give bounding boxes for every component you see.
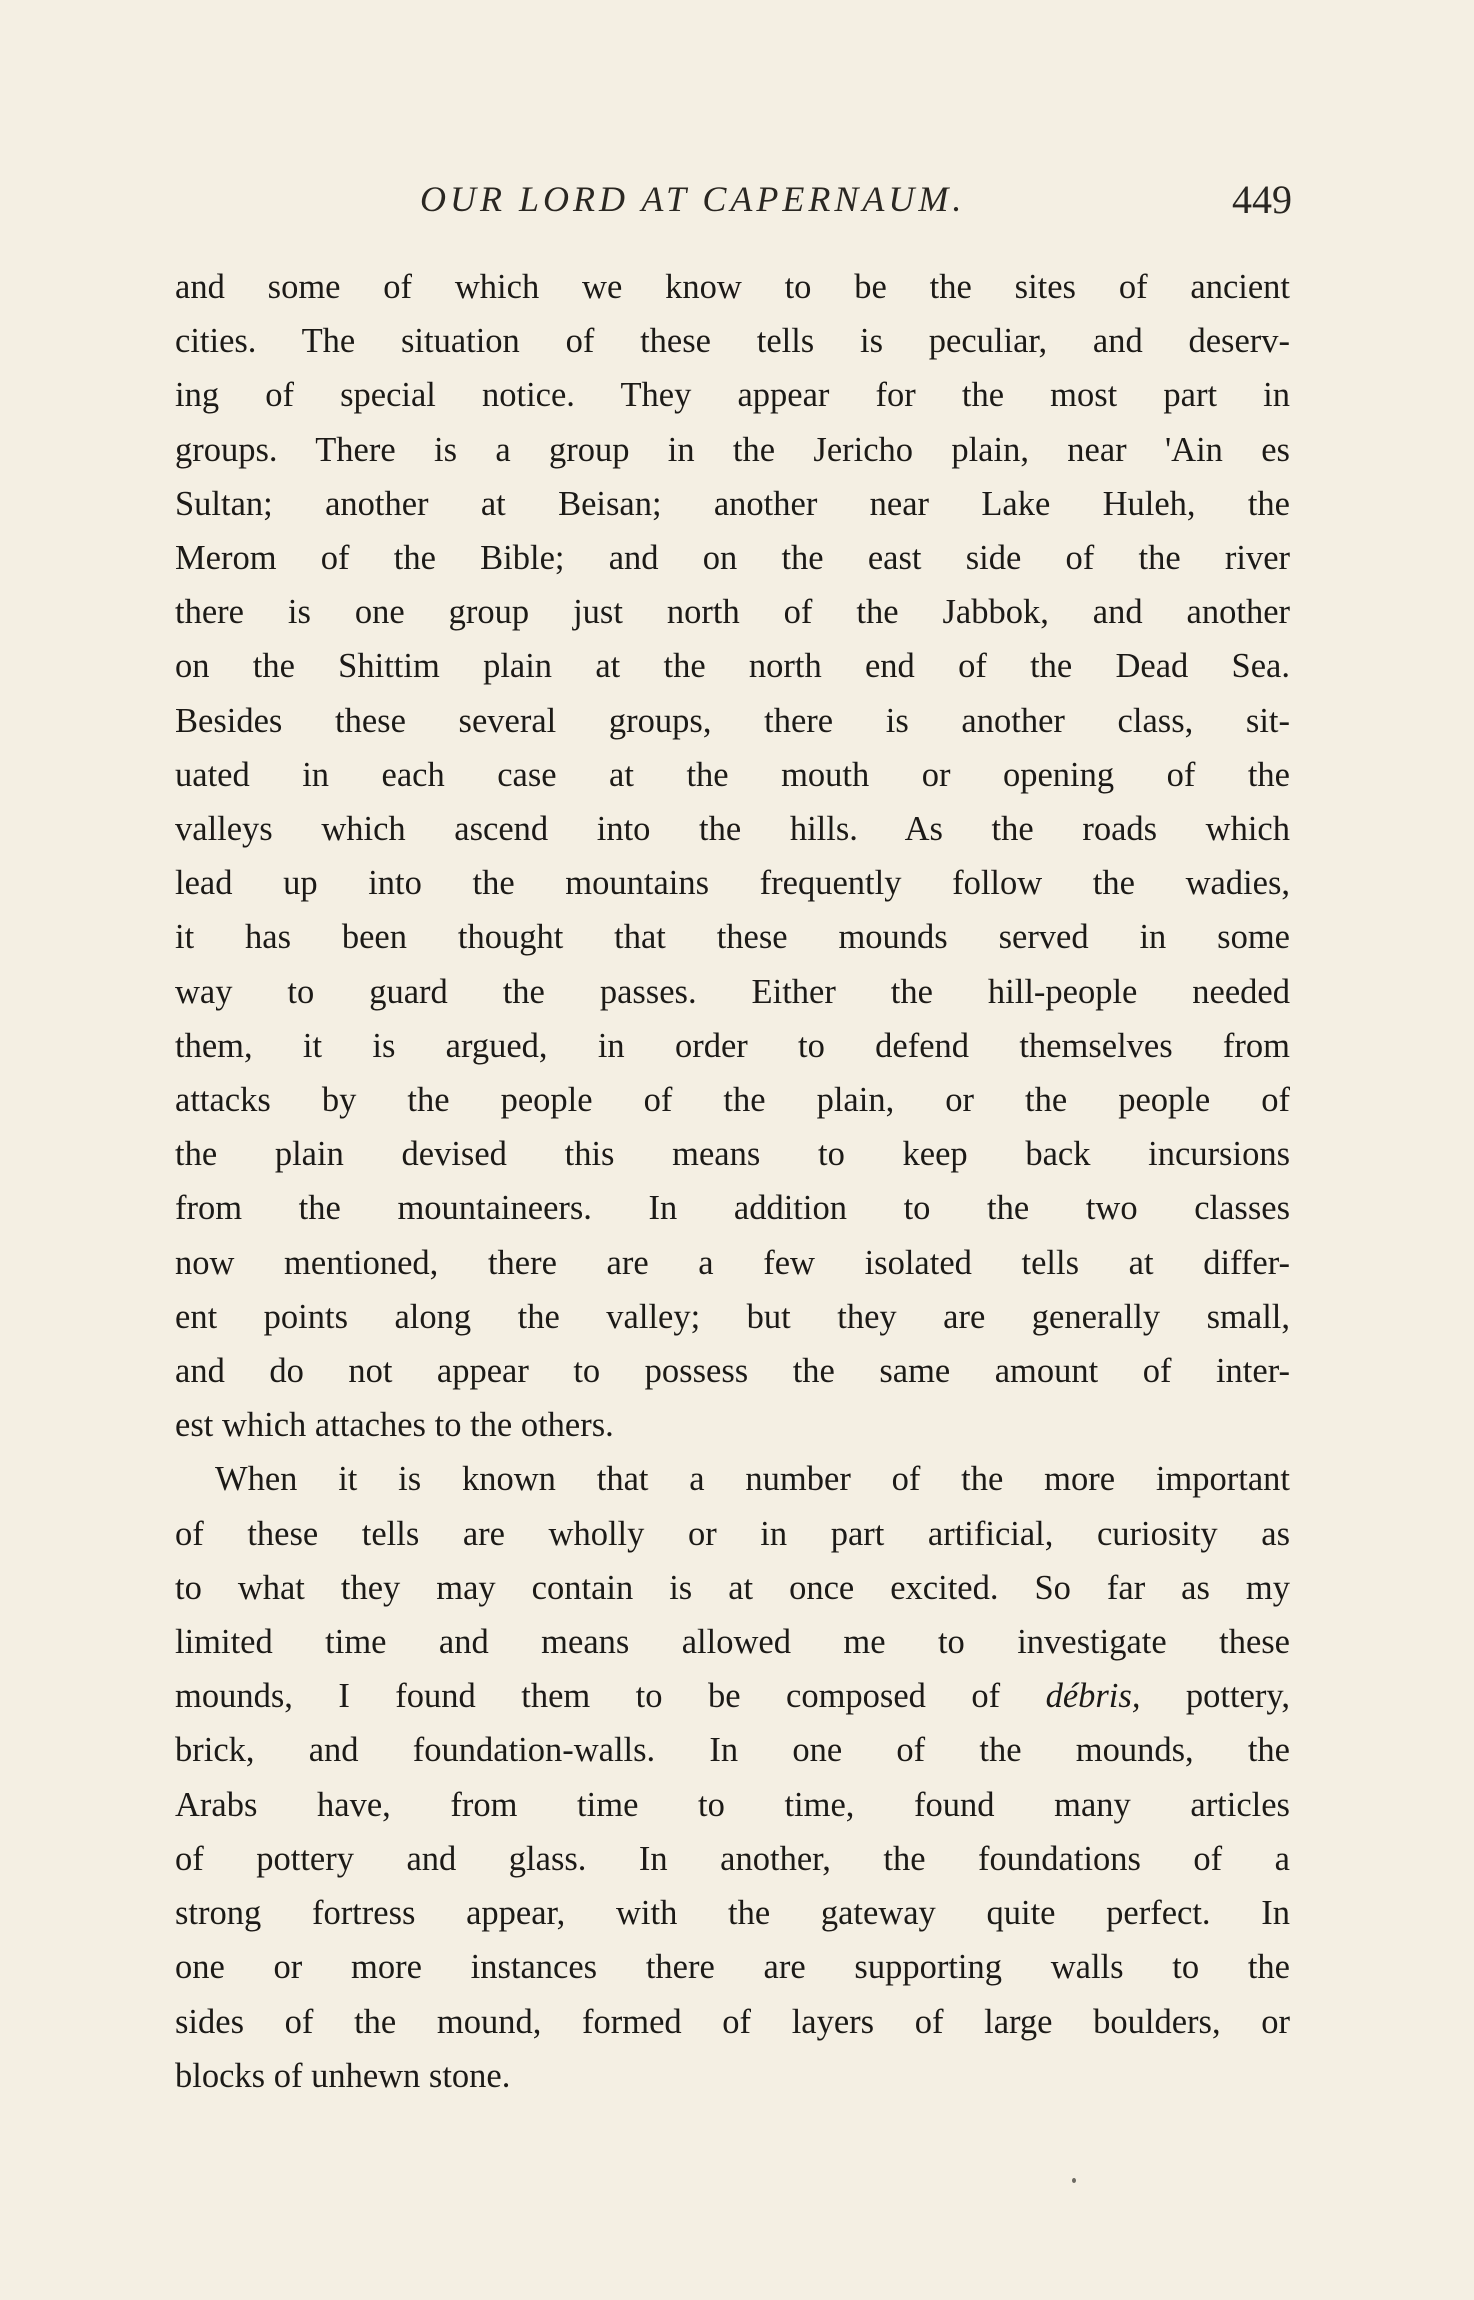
text-line: Merom of the Bible; and on the east side of the river xyxy=(175,539,1290,578)
text-line-tail: pottery, xyxy=(1140,1677,1291,1716)
text-line: limited time and means allowed me to investigate these xyxy=(175,1623,1290,1662)
text-line: and some of which we know to be the sites of ancient xyxy=(175,268,1290,306)
text-line-indented xyxy=(175,1452,1290,1506)
text-line: ing of special notice. They appear for the most part in xyxy=(175,376,1290,415)
text-line: from the mountaineers. In addition to the two classes xyxy=(175,1189,1290,1228)
text-line: of these tells are wholly or in part artificial, curiosity as xyxy=(175,1514,1290,1553)
text-line: it has been thought that these mounds served in some xyxy=(175,918,1290,957)
text-line: Arabs have, from time to time, found many articles xyxy=(175,1785,1290,1824)
text-line: one or more instances there are supporting walls to the xyxy=(175,1948,1290,1987)
text-line: now mentioned, there are a few isolated tells at differ- xyxy=(175,1243,1290,1282)
text-line: cities. The situation of these tells is peculiar, and deserv- xyxy=(175,322,1290,361)
paragraph-2 xyxy=(175,1452,1290,2102)
text-line: uated in each case at the mouth or opening of the xyxy=(175,755,1290,794)
text-line: mounds, I found them to be composed of xyxy=(175,1677,1046,1716)
italic-word: débris, xyxy=(1045,1677,1141,1716)
text-line: est which attaches to the others. xyxy=(175,1406,614,1445)
text-line: blocks of unhewn stone. xyxy=(175,2056,511,2095)
text-line: of pottery and glass. In another, the foundations of a xyxy=(175,1839,1290,1878)
paper-speck xyxy=(1072,2178,1076,2183)
text-line: on the Shittim plain at the north end of the Dead Sea. xyxy=(175,647,1290,686)
body-text xyxy=(175,260,1290,2103)
running-head xyxy=(0,170,1474,230)
text-line: groups. There is a group in the Jericho plain, near 'Ain es xyxy=(175,430,1290,469)
text-line: way to guard the passes. Either the hill-people needed xyxy=(175,972,1290,1011)
text-line: Besides these several groups, there is another class, sit- xyxy=(175,701,1290,740)
text-line: ent points along the valley; but they are generally small, xyxy=(175,1297,1290,1336)
text-line: When it is known that a number of the more important xyxy=(215,1460,1290,1499)
text-line: there is one group just north of the Jabbok, and another xyxy=(175,593,1290,632)
text-line: to what they may contain is at once excited. So far as my xyxy=(175,1568,1290,1607)
text-line: lead up into the mountains frequently follow the wadies, xyxy=(175,864,1290,903)
text-line: valleys which ascend into the hills. As the roads which xyxy=(175,810,1290,849)
running-title: OUR LORD AT CAPERNAUM. xyxy=(420,179,966,219)
text-line: attacks by the people of the plain, or the people of xyxy=(175,1081,1290,1120)
text-line-with-italic xyxy=(175,1669,1290,1723)
text-line: the plain devised this means to keep back incursions xyxy=(175,1135,1290,1174)
text-line: sides of the mound, formed of layers of large boulders, or xyxy=(175,2002,1290,2041)
paragraph-1 xyxy=(175,260,1290,1452)
page-number: 449 xyxy=(1232,177,1292,222)
text-line: strong fortress appear, with the gateway quite perfect. In xyxy=(175,1894,1290,1933)
text-line: Sultan; another at Beisan; another near Lake Huleh, the xyxy=(175,484,1290,523)
text-line: them, it is argued, in order to defend themselves from xyxy=(175,1026,1290,1065)
text-line: brick, and foundation-walls. In one of the mounds, the xyxy=(175,1731,1290,1770)
text-line: and do not appear to possess the same amount of inter- xyxy=(175,1352,1290,1391)
